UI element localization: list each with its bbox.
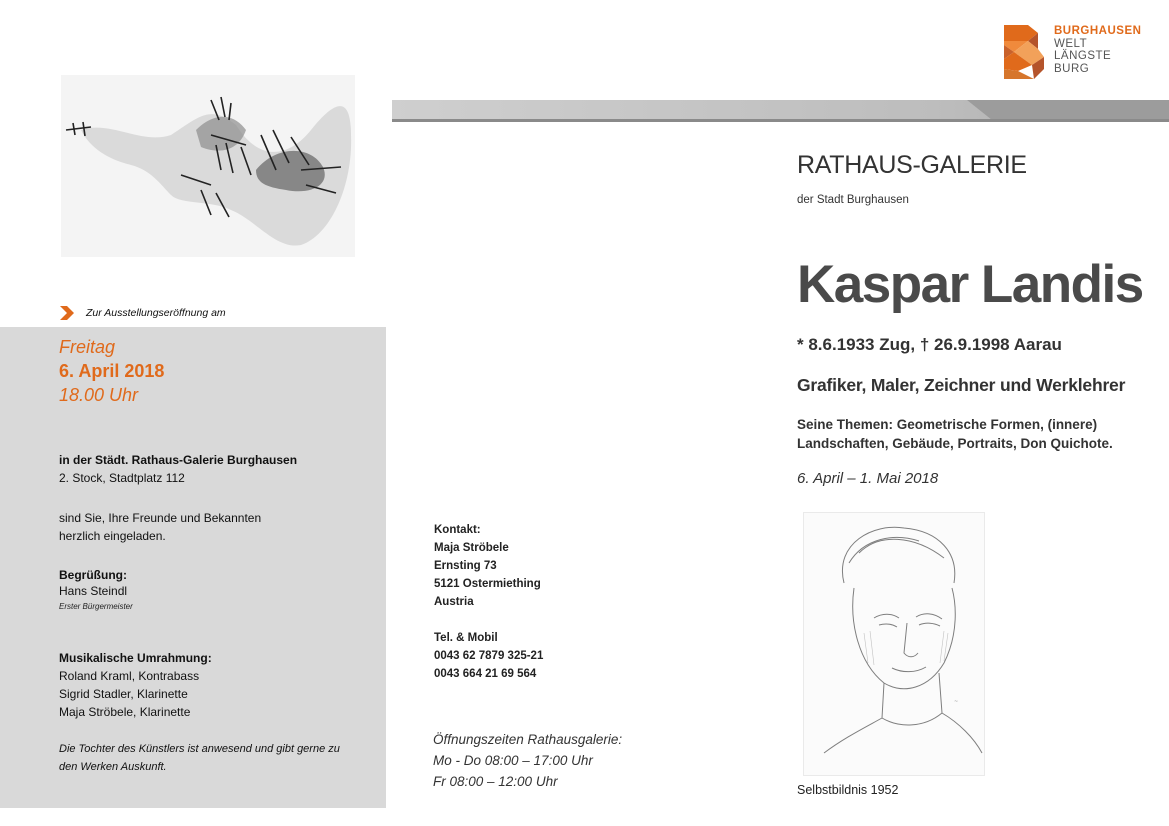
header-band: [392, 100, 1169, 124]
contact-street: Ernsting 73: [434, 560, 497, 572]
logo-slogan-line: LÄNGSTE: [1054, 50, 1112, 62]
logo-slogan-line: BURG: [1054, 62, 1090, 75]
artist-profession: Grafiker, Maler, Zeichner und Werklehrer: [797, 375, 1126, 395]
chevron-right-icon: [60, 306, 74, 320]
themes-line: Seine Themen: Geometrische Formen, (innere): [797, 417, 1098, 432]
venue-name: in der Städt. Rathaus-Galerie Burghausen: [59, 453, 298, 467]
themes-line: Landschaften, Gebäude, Portraits, Don Quichote.: [797, 436, 1113, 451]
opening-day: Freitag: [59, 337, 116, 357]
note-line: den Werken Auskunft.: [59, 761, 167, 773]
opening-intro: [60, 306, 226, 320]
note-line: Die Tochter des Künstlers ist anwesend und gibt gerne zu: [59, 743, 340, 755]
opening-hours: [433, 729, 622, 792]
phone-label: Tel. & Mobil: [434, 632, 498, 644]
logo-brand-text: BURGHAUSEN: [1054, 25, 1142, 37]
portrait-caption: Selbstbildnis 1952: [797, 783, 899, 797]
opening-time: 18.00 Uhr: [59, 385, 139, 405]
contact-city: 5121 Ostermiething: [434, 578, 541, 590]
invitation-panel: [0, 327, 386, 808]
hours-label: Öffnungszeiten Rathausgalerie:: [433, 732, 623, 747]
greeting-role: Erster Bürgermeister: [59, 602, 133, 611]
logo-slogan-line: WELT: [1054, 37, 1088, 50]
hours-weekdays: Mo - Do 08:00 – 17:00 Uhr: [433, 753, 593, 768]
opening-date-block: [59, 335, 164, 407]
exhibition-period: 6. April – 1. Mai 2018: [797, 470, 939, 487]
artwork-image: [61, 75, 355, 257]
burghausen-logo-mark-icon: [1004, 25, 1046, 79]
gallery-title: RATHAUS-GALERIE: [797, 151, 1027, 179]
greeting-block: [59, 566, 133, 616]
greeting-name: Hans Steindl: [59, 584, 128, 598]
artist-life-dates: * 8.6.1933 Zug, † 26.9.1998 Aarau: [797, 335, 1062, 354]
artist-name: Kaspar Landis: [797, 255, 1143, 314]
contact-label: Kontakt:: [434, 524, 481, 536]
contact-name: Maja Ströbele: [434, 542, 509, 554]
contact-country: Austria: [434, 596, 474, 608]
phone-number: 0043 664 21 69 564: [434, 668, 537, 680]
invite-text: [59, 509, 261, 545]
opening-intro-text: Zur Ausstellungseröffnung am: [86, 307, 226, 319]
venue-address: 2. Stock, Stadtplatz 112: [59, 471, 185, 485]
self-portrait-image: [803, 512, 985, 776]
burghausen-logo: [1004, 25, 1141, 79]
musician: Maja Ströbele, Klarinette: [59, 705, 191, 719]
contact-block: [434, 521, 543, 683]
invite-line: sind Sie, Ihre Freunde und Bekannten: [59, 511, 262, 525]
daughter-note: [59, 740, 340, 776]
gallery-subtitle: der Stadt Burghausen: [797, 194, 909, 206]
music-label: Musikalische Umrahmung:: [59, 651, 212, 665]
svg-text:~: ~: [954, 699, 959, 705]
artist-themes: [797, 415, 1113, 453]
opening-date: 6. April 2018: [59, 361, 165, 381]
invite-line: herzlich eingeladen.: [59, 529, 166, 543]
musician: Sigrid Stadler, Klarinette: [59, 687, 188, 701]
phone-number: 0043 62 7879 325-21: [434, 650, 544, 662]
music-block: [59, 649, 212, 721]
venue-block: [59, 451, 297, 487]
musician: Roland Kraml, Kontrabass: [59, 669, 200, 683]
hours-friday: Fr 08:00 – 12:00 Uhr: [433, 774, 558, 789]
greeting-label: Begrüßung:: [59, 568, 127, 582]
